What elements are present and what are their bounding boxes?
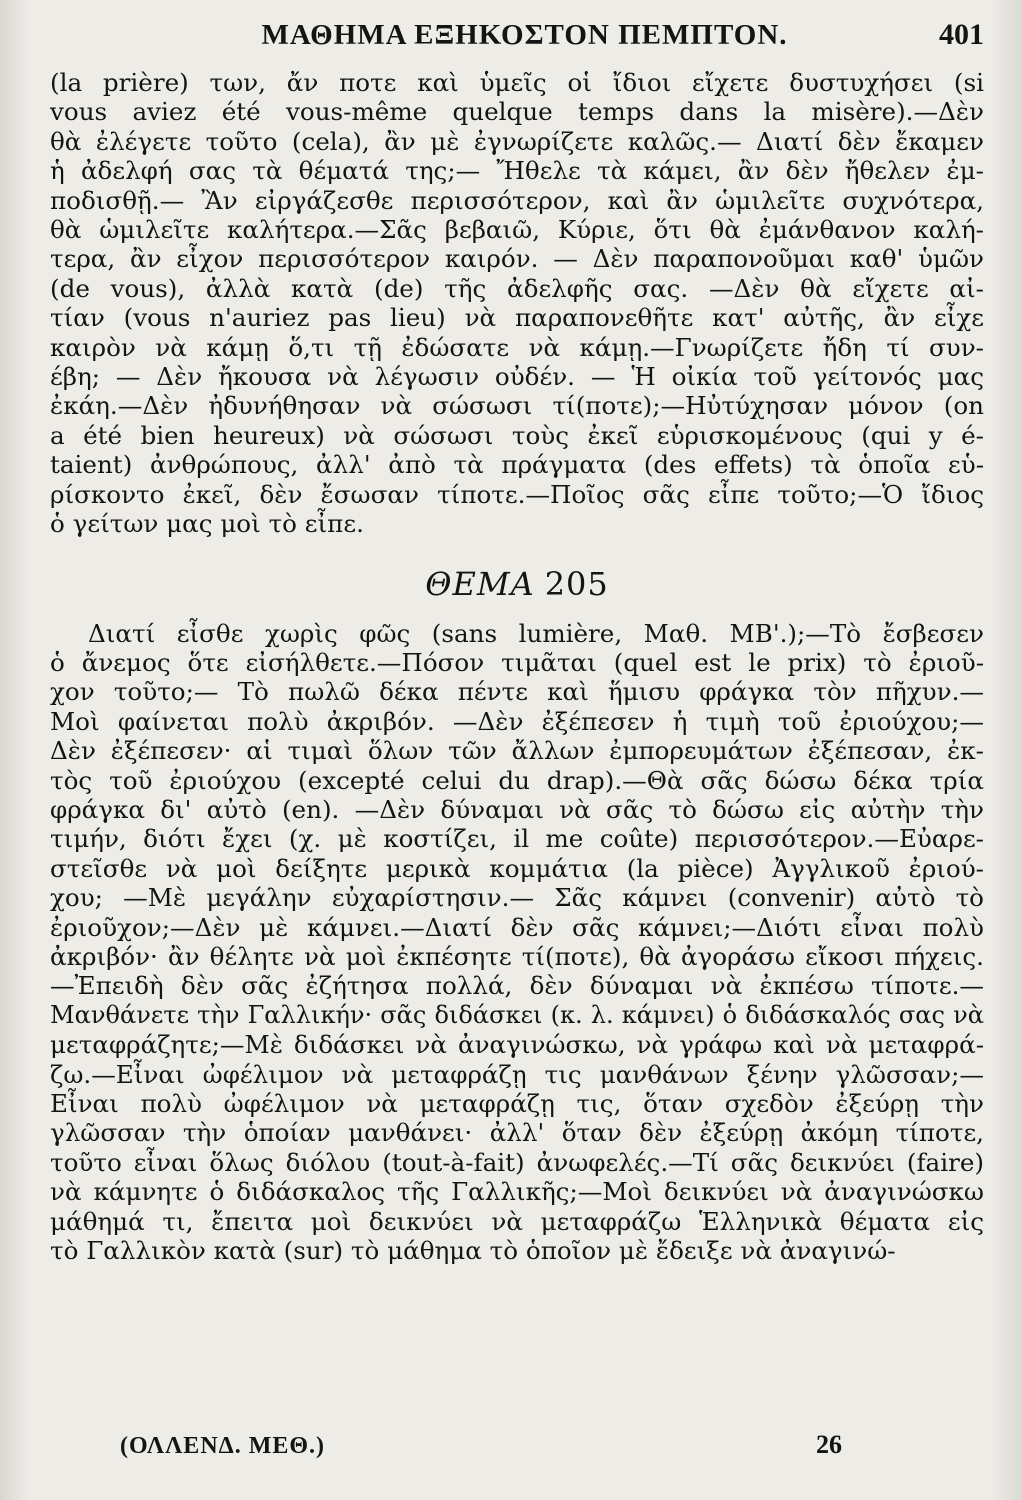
text-line: ἐκάη.—Δὲν ἠδυνήθησαν νὰ σώσωσι τί(ποτε);—Ηὐτύχησαν μόνον (on bbox=[50, 391, 984, 421]
text-line: νὰ κάμνητε ὁ διδάσκαλος τῆς Γαλλικῆς;—Μοὶ δεικνύει νὰ ἀναγινώσκω bbox=[50, 1177, 984, 1207]
text-line: Διατί εἶσθε χωρὶς φῶς (sans lumière, Μαθ. ΜΒ'.);—Τὸ ἔσβεσεν bbox=[88, 618, 984, 648]
text-line: τὸ Γαλλικὸν κατὰ (sur) τὸ μάθημα τὸ ὁποῖον μὲ ἔδειξε νὰ ἀναγινώ- bbox=[50, 1236, 896, 1266]
text-line: τιμήν, διότι ἔχει (χ. μὲ κοστίζει, il me coûte) περισσότερον.—Εὐαρε- bbox=[50, 824, 984, 854]
exercise-paragraph bbox=[50, 619, 984, 1266]
text-line: taient) ἀνθρώπους, ἀλλ' ἀπὸ τὰ πράγματα (des effets) τὰ ὁποῖα εὑ- bbox=[50, 450, 984, 480]
text-line: φράγκα δι' αὐτὸ (en). —Δὲν δύναμαι νὰ σᾶς τὸ δώσω εἰς αὐτὴν τὴν bbox=[50, 794, 984, 824]
text-line: θὰ ἐλέγετε τοῦτο (cela), ἂν μὲ ἐγνωρίζετε καλῶς.— Διατί δὲν ἔκαμεν bbox=[50, 126, 984, 156]
text-line: ὁ ἄνεμος ὅτε εἰσήλθετε.—Πόσον τιμᾶται (quel est le prix) τὸ ἐριοῦ- bbox=[50, 647, 984, 677]
running-title: ΜΑΘΗΜΑ ΕΞΗΚΟΣΤΟΝ ΠΕΜΠΤΟΝ. bbox=[261, 19, 788, 51]
text-line: μάθημά τι, ἔπειτα μοὶ δεικνύει νὰ μεταφράζω Ἑλληνικὰ θέματα εἰς bbox=[50, 1206, 984, 1236]
text-line: (la prière) των, ἄν ποτε καὶ ὑμεῖς οἱ ἴδιοι εἴχετε δυστυχήσει (si bbox=[50, 68, 984, 97]
text-line: τοῦτο εἶναι ὅλως διόλου (tout-à-fait) ἀνωφελές.—Τί σᾶς δεικνύει (faire) bbox=[50, 1147, 984, 1177]
page-footer bbox=[120, 1430, 842, 1460]
lesson-paragraph bbox=[50, 68, 984, 539]
text-line: ζω.—Εἶναι ὠφέλιμον νὰ μεταφράζῃ τις μανθάνων ξένην γλῶσσαν;— bbox=[50, 1059, 984, 1089]
text-line: θὰ ὡμιλεῖτε καλήτερα.—Σᾶς βεβαιῶ, Κύριε, ὅτι θὰ ἐμάνθανον καλή- bbox=[50, 215, 984, 245]
text-line: —Ἐπειδὴ δὲν σᾶς ἐζήτησα πολλά, δὲν δύναμαι νὰ ἐκπέσω τίποτε.— bbox=[50, 971, 984, 1001]
text-line: καιρὸν νὰ κάμῃ ὅ,τι τῇ ἐδώσατε νὰ κάμῃ.—Γνωρίζετε ἤδη τί συν- bbox=[50, 332, 984, 362]
text-line: ὁ γείτων μας μοὶ τὸ εἶπε. bbox=[50, 509, 364, 539]
text-line: χου; —Μὲ μεγάλην εὐχαρίστησιν.— Σᾶς κάμνει (convenir) αὐτὸ τὸ bbox=[50, 883, 984, 913]
text-line: τὸς τοῦ ἐριούχου (excepté celui du drap).—Θὰ σᾶς δώσω δέκα τρία bbox=[50, 765, 984, 795]
running-head bbox=[50, 18, 984, 68]
page-number: 401 bbox=[939, 18, 984, 51]
exercise-label: ΘΕΜΑ bbox=[425, 564, 535, 603]
text-line: χον τοῦτο;— Τὸ πωλῶ δέκα πέντε καὶ ἥμισυ φράγκα τὸν πῆχυν.— bbox=[50, 677, 984, 707]
text-line: Εἶναι πολὺ ὠφέλιμον νὰ μεταφράζῃ τις, ὅταν σχεδὸν ἐξεύρῃ τὴν bbox=[50, 1089, 984, 1118]
text-line: μεταφράζητε;—Μὲ διδάσκει νὰ ἀναγινώσκω, νὰ γράφω καὶ νὰ μεταφρά- bbox=[50, 1030, 984, 1060]
exercise-heading bbox=[50, 565, 984, 603]
text-line: τίαν (vous n'auriez pas lieu) νὰ παραπονεθῆτε κατ' αὐτῆς, ἂν εἶχε bbox=[50, 303, 984, 333]
text-line: έβη; — Δὲν ἤκουσα νὰ λέγωσιν οὐδέν. — Ἡ οἰκία τοῦ γείτονός μας bbox=[50, 362, 984, 392]
text-line: vous aviez été vous-même quelque temps dans la misère).—Δὲν bbox=[50, 97, 984, 127]
text-line: Μοὶ φαίνεται πολὺ ἀκριβόν. —Δὲν ἐξέπεσεν ἡ τιμὴ τοῦ ἐριούχου;— bbox=[50, 706, 984, 736]
text-line: ἡ ἀδελφή σας τὰ θέματά της;— Ἤθελε τὰ κάμει, ἂν δὲν ἤθελεν ἐμ- bbox=[50, 156, 984, 186]
text-line: ἐριοῦχον;—Δὲν μὲ κάμνει.—Διατί δὲν σᾶς κάμνει;—Διότι εἶναι πολὺ bbox=[50, 912, 984, 942]
text-line: ρίσκοντο ἐκεῖ, δὲν ἔσωσαν τίποτε.—Ποῖος σᾶς εἶπε τοῦτο;—Ὁ ἴδιος bbox=[50, 479, 984, 509]
text-line: ἀκριβόν· ἂν θέλητε νὰ μοὶ ἐκπέσητε τί(ποτε), θὰ ἀγοράσω εἴκοσι πήχεις. bbox=[50, 941, 984, 971]
text-line: στεῖσθε νὰ μοὶ δείξητε μερικὰ κομμάτια (la pièce) Ἀγγλικοῦ ἐριού- bbox=[50, 853, 984, 883]
text-line: ποδισθῇ.— Ἂν εἰργάζεσθε περισσότερον, καὶ ἂν ὡμιλεῖτε συχνότερα, bbox=[50, 185, 984, 215]
text-line: a été bien heureux) νὰ σώσωσι τοὺς ἐκεῖ εὑρισκομένους (qui y é- bbox=[50, 420, 984, 450]
exercise-number: 205 bbox=[544, 564, 609, 603]
text-line: Μανθάνετε τὴν Γαλλικήν· σᾶς διδάσκει (κ. λ. κάμνει) ὁ διδάσκαλός σας νὰ bbox=[50, 1000, 984, 1029]
text-line: Δὲν ἐξέπεσεν· αἱ τιμαὶ ὅλων τῶν ἄλλων ἐμπορευμάτων ἐξέπεσαν, ἐκ- bbox=[50, 736, 984, 766]
text-line: γλῶσσαν τὴν ὁποίαν μανθάνει· ἀλλ' ὅταν δὲν ἐξεύρῃ ἀκόμη τίποτε, bbox=[50, 1118, 984, 1148]
text-line: τερα, ἂν εἶχον περισσότερον καιρόν. — Δὲν παραπονοῦμαι καθ' ὑμῶν bbox=[50, 244, 984, 274]
sheet-number: 26 bbox=[816, 1430, 842, 1459]
printer-signature: (ΟΛΛΕΝΔ. ΜΕΘ.) bbox=[120, 1433, 326, 1459]
text-line: (de vous), ἀλλὰ κατὰ (de) τῆς ἀδελφῆς σας. —Δὲν θὰ εἴχετε αἰ- bbox=[50, 273, 984, 303]
